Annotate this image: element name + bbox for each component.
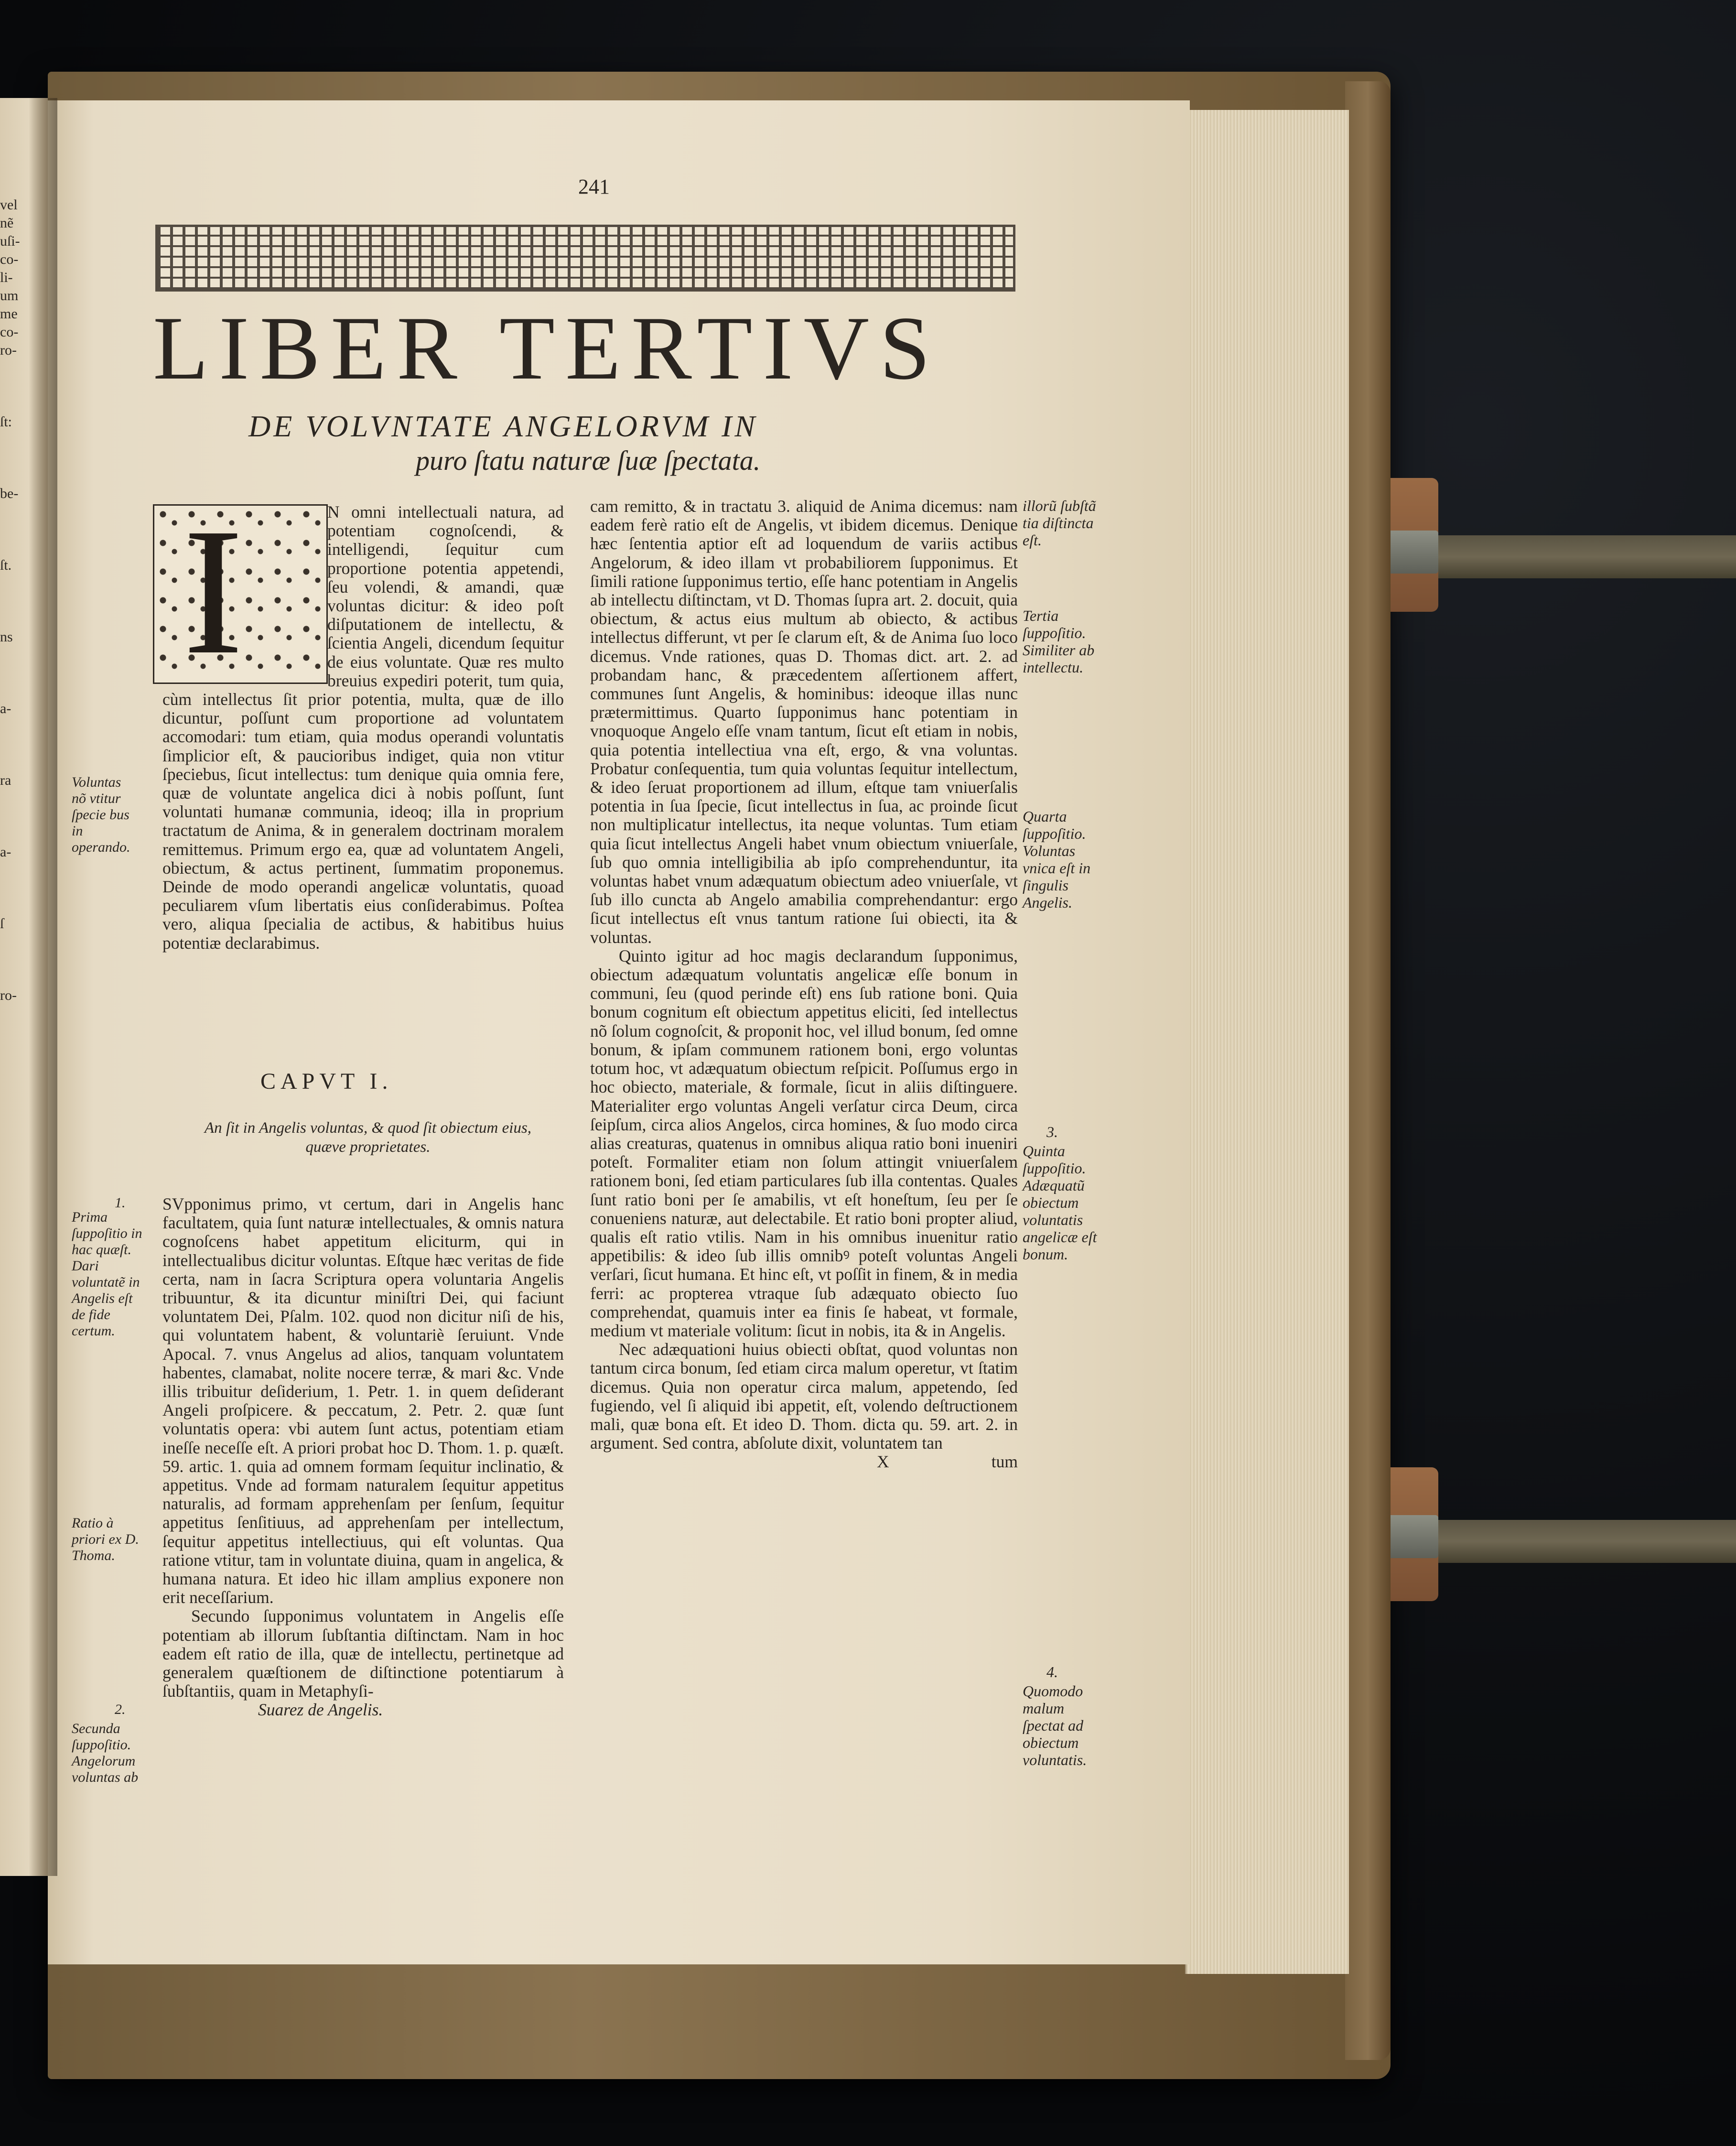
chapter-heading: CAPVT I. [260,1069,393,1094]
left-page-fragment: ſt. [0,557,12,573]
subtitle-line-2: puro ſtatu naturæ ſuæ ſpectata. [416,445,761,476]
left-page-fragment: ra [0,772,11,788]
right-margin-note-1: illorũ ſubſtã tia diſtincta eſt. [1023,497,1096,549]
right-paragraph-2: Quinto igitur ad hoc magis declarandum ſupponimus, obiectum adæquatum voluntatis angelicæ eſſe bonum in communi, ſeu (quod perinde eſt) ens ſub ratione boni. Quia bonum cognitum eſt obiectum appetitus eliciti, ſed intellectus nõ ſolum cognoſcit, & proponit hoc, vel illud bonum, ſed omne bonum, & ipſam communem rationem boni, ergo voluntas totum hoc, vt adæquatum obiectum reſpicit. Poſſumus ergo in hoc obiecto, materiale, & formale, ſicut in aliis diſtinguere. Materialiter ergo voluntas Angeli verſatur circa Deum, circa ſeipſum, circa alios Angelos, circa homines, & ſuo modo circa alias creaturas, quatenus in omnibus aliqua ratio boni inueniri poteſt. Formaliter etiam non ſolum attingit vniuerſalem rationem boni, ſed etiam particulares ſub illa contentas. Quales ſunt ratio boni per ſe amabilis, vt eſt honeſtum, ſeu per ſe conueniens naturæ, aut delectabile. Et ratio boni propter aliud, qualis eſt ratio vtilis. Nam in his omnibus inuenitur ratio appetibilis: & ideo ſub illis omnibꝰ poteſt voluntas Angeli verſari, ſicut humana. Et hinc eſt, vt poſſit in finem, & in media ferri: ac propterea vtraque ſub adæquato obiecto ſuo comprehendat, quamuis inter ea finis ſe habeat, vt formale, medium vt materiale volitum: ſicut in nobis, ita & in Angelis. [590,946,1018,1340]
left-page-fragment: ns [0,629,13,645]
right-paragraph-1: cam remitto, & in tractatu 3. aliquid de Anima dicemus: nam eadem ferè ratio eſt de Angelis, vt ibidem dicemus. Denique hæc ſententia aptior eſt ad loquendum de variis actibus Angelorum, & ideo illam vt probabiliorem ſupponimus. Et ſimili ratione ſupponimus tertio, eſſe hanc potentiam in Angelis ab intellectu diſtinctam, vt D. Thomas ſupra art. 2. docuit, quia obiectum, & actus eius multum ab obiecto, & actibus intellectus differunt, vt per ſe clarum eſt, & de Anima ſuo loco dicemus. Vnde rationes, quas D. Thomas dict. art. 2. ad probandam hanc, & præcedentem aſſertionem affert, communes ſunt Angelis, & hominibus: ideoque illas nunc prætermittimus. Quarto ſupponimus hanc potentiam in vnoquoque Angelo eſſe vnam tantum, ſicut eſt etiam in nobis, quia potentia intellectiua vna eſt, ergo, & vna voluntas. Probatur conſequentia, tum quia voluntas ſequitur intellectum, & ideo ſeruat proportionem ad illum, eſtque tam vniuerſalis potentia in ſua ſpecie, ſicut intellectus in ſua, ac proinde ſicut non multiplicatur intellectus, ita neque voluntas. Tum etiam quia ſicut intellectus Angeli habet vnum obiectum vniuerſale, ſub quo omnia intelligibilia ab ipſo comprehenduntur, ita voluntas habet vnum adæquatum obiectum adeo vniuerſale, vt ſub illo cuncta ab Angelo amabilia comprehendantur: ergo ſicut intellectus eſt vnus tantum ratione ſui obiecti, ita & voluntas. [590,497,1018,947]
right-margin-note-4: Quinta ſuppoſitio. Adæquatũ obiectum voluntatis angelicæ eſt bonum. [1023,1142,1097,1263]
right-paragraph-3: Nec adæquationi huius obiecti obſtat, quod voluntas non tantum circa bonum, ſed etiam circa malum operetur, vt ſtatim dicemus. Quia non operatur circa malum, appetendo, ſed fugiendo, vel ſi aliquid ibi appetit, eſt, volendo deſtructionem mali, quæ bona eſt. Et ideo D. Thom. dicta qu. 59. art. 2. in argument. Sed contra, abſolute dixit, voluntatem tan [590,1340,1018,1453]
headpiece-ornament [155,225,1015,292]
left-column-body [162,1195,564,1720]
left-page-fragment: um [0,288,19,303]
left-page-fragment: ſt: [0,414,12,430]
left-margin-number-1: 1. [115,1195,126,1211]
right-margin-note-2: Tertia ſuppoſitio. Similiter ab intellectu. [1023,607,1095,676]
subtitle-line-1: DE VOLVNTATE ANGELORVM IN [248,409,758,443]
signature-mark: X [877,1452,889,1472]
left-page-fragment: uſi- [0,233,20,249]
left-margin-note-3: Ratio à priori ex D. Thoma. [72,1515,139,1563]
footer-running-title: Suarez de Angelis. [258,1700,383,1720]
left-page-fragment: a- [0,701,11,716]
left-page-fragment: vel [0,197,18,213]
left-page-fragment: me [0,306,18,322]
book-title: LIBER TERTIVS [153,298,941,399]
cover-edge [1345,81,1391,2060]
left-page-fragment: ſ [0,916,4,932]
left-page-fragment: nẽ [0,215,14,231]
left-page-fragment: li- [0,270,13,285]
left-column-intro [162,491,564,953]
left-page-fragment: ro- [0,987,17,1003]
intro-paragraph: N omni intellectuali natura, ad potentiam cognoſcendi, & intelligendi, ſequitur cum proportione potentia appetendi, ſeu volendi, & amandi, quæ voluntas dicitur: & ideo poſt diſputationem de intellectu, & ſcientia Angeli, dicendum ſequitur de eius voluntate. Quæ res multo breuius expediri poterit, tum quia, cùm intellectus ſit prior potentia, multa, quæ de illo dicuntur, poſſunt cum proportione ad voluntatem accomodari: tum etiam, quia modus operandi voluntatis ſimplicior eſt, & paucioribus indiget, quia non vtitur ſpeciebus, ſicut intellectus: tum denique quia omnia fere, quæ de voluntate angelica dici à nobis poſſunt, ſunt voluntati humanæ communia, ideoq; illa in proprium tractatum de Anima, & in generalem doctrinam moralem remittemus. Primum ergo ea, quæ ad voluntatem Angeli, obiectum, & actus pertinent, ſummatim proponemus. Deinde de modo operandi angelicæ voluntatis, quoad peculiarem vſum libertatis eius conſiderabimus. Poſtea vero, aliqua ſpecialia de actibus, & habitibus huius potentiæ declarabimus. [162,502,564,953]
chapter-summary: An ſit in Angelis voluntas, & quod ſit obiectum eius, quæve proprietates. [204,1119,532,1156]
left-margin-note-2: Prima ſuppoſitio in hac quæſt. Dari voluntatẽ in Angelis eſt de fide certum. [72,1209,142,1339]
paragraph-suppositio-2: Secundo ſupponimus voluntatem in Angelis eſſe potentiam ab illorum ſubſtantia diſtinctam. Nam in hoc eadem eſt ratio de illa, quæ de intellectu, pertinetque ad generalem quæſtionem de diſtinctione potentiarum à ſubſtantiis, quam in Metaphyſi- [162,1606,564,1701]
right-margin-note-3: Quarta ſuppoſitio. Voluntas vnica eſt in ſingulis Angelis. [1023,808,1091,911]
initial-letter: I [183,491,244,692]
page-fore-edge [1185,110,1349,1974]
right-column [590,497,1018,1472]
left-page-fragment: ro- [0,342,17,358]
page-number: 241 [578,175,610,198]
initial-spacer [162,491,327,692]
right-margin-note-5: Quomodo malum ſpectat ad obiectum voluntatis. [1023,1682,1087,1768]
catchword: tum [991,1452,1018,1472]
left-margin-note-1: Voluntas nõ vtitur ſpecie bus in operando. [72,774,130,855]
right-margin-number-3: 3. [1046,1123,1058,1140]
gutter-shadow [29,98,57,1876]
left-page-fragment: co- [0,251,19,267]
left-margin-note-4: Secunda ſuppoſitio. Angelorum voluntas ab [72,1721,139,1785]
left-margin-number-2: 2. [115,1702,126,1717]
left-page-fragments [0,196,19,1058]
left-page-fragment: co- [0,324,19,340]
right-margin-number-4: 4. [1046,1663,1058,1680]
left-page-fragment: a- [0,844,11,860]
paragraph-suppositio-1: SVpponimus primo, vt certum, dari in Angelis hanc facultatem, quia ſunt naturæ intellectuales, & omnis natura cognoſcens habet appetitum eliciturm, qui in intellectualibus dicitur voluntas. Eſtque hæc veritas de fide certa, nam in ſacra Scriptura opera voluntaria Angelis tribuuntur, & ita dicuntur miniſtri Dei, qui faciunt voluntatem Dei, Pſalm. 102. quod non dicitur niſi de his, qui voluntatem habent, & voluntariè ſeruiunt. Vnde Apocal. 7. vnus Angelus ad alios, tanquam voluntatem habentes, clamabat, nolite nocere terræ, & mari &c. Vnde illis tribuitur deſiderium, 1. Petr. 1. in quem deſiderant Angeli proſpicere. & peccatum, 2. Petr. 2. quæ ſunt voluntatis opera: vbi autem ſunt actus, potentiam etiam ineſſe neceſſe eſt. A priori probat hoc D. Thom. 1. p. quæſt. 59. artic. 1. quia ad omnem formam ſequitur inclinatio, & appetitus. Vnde ad formam naturalem ſequitur appetitus naturalis, ad formam apprehenſam per ſenſum, ſequitur appetitus ſenſitiuus, ad apprehenſam per intellectum, ſequitur appetitus intellectiuus, qui eſt voluntas. Qua ratione vtitur, tam in voluntate diuina, quam in angelica, & humana natura. Et ideo hic illam amplius exponere non erit neceſſarium. [162,1194,564,1607]
left-page-fragment: be- [0,486,19,501]
